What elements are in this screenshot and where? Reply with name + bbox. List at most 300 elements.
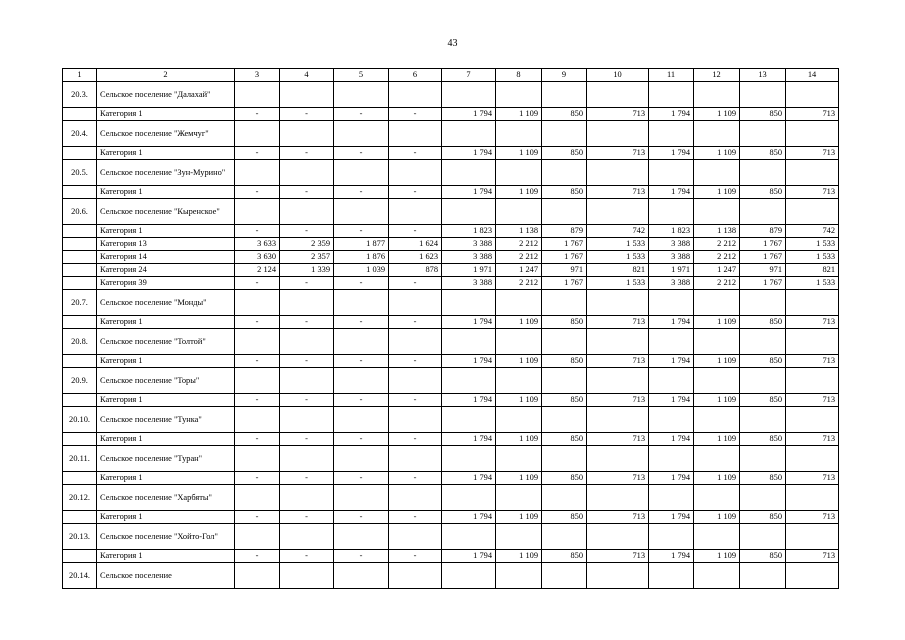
empty-cell xyxy=(542,329,587,355)
column-header: 2 xyxy=(97,69,235,82)
category-row xyxy=(63,550,839,563)
value-cell: 1 623 xyxy=(389,251,442,264)
empty-cell xyxy=(587,563,649,589)
value-cell: 1 109 xyxy=(496,108,542,121)
empty-cell xyxy=(694,329,740,355)
column-header: 12 xyxy=(694,69,740,82)
value-cell: 850 xyxy=(542,511,587,524)
value-cell: 850 xyxy=(542,108,587,121)
value-cell: 850 xyxy=(542,433,587,446)
empty-cell xyxy=(389,563,442,589)
empty-cell xyxy=(389,368,442,394)
value-cell: 1 247 xyxy=(694,264,740,277)
value-cell: 2 124 xyxy=(235,264,280,277)
column-header: 3 xyxy=(235,69,280,82)
section-number: 20.11. xyxy=(63,446,97,472)
category-label: Категория 1 xyxy=(97,316,235,329)
value-cell: 1 533 xyxy=(587,251,649,264)
value-cell: 713 xyxy=(786,186,839,199)
empty-cell xyxy=(587,121,649,147)
value-cell: 821 xyxy=(587,264,649,277)
value-cell: 850 xyxy=(740,472,786,485)
value-cell: - xyxy=(280,355,334,368)
empty-cell xyxy=(649,290,694,316)
value-cell: 1 794 xyxy=(442,511,496,524)
empty-cell xyxy=(389,329,442,355)
value-cell: - xyxy=(235,433,280,446)
empty-cell xyxy=(649,485,694,511)
value-cell: 2 212 xyxy=(496,277,542,290)
empty-cell xyxy=(786,290,839,316)
empty-cell xyxy=(235,82,280,108)
value-cell: 1 971 xyxy=(649,264,694,277)
value-cell: 1 794 xyxy=(649,472,694,485)
empty-cell xyxy=(649,160,694,186)
value-cell: 1 794 xyxy=(649,186,694,199)
number-cell-continued xyxy=(63,550,97,563)
value-cell: 3 388 xyxy=(442,277,496,290)
empty-cell xyxy=(235,121,280,147)
empty-cell xyxy=(542,407,587,433)
value-cell: - xyxy=(235,355,280,368)
value-cell: - xyxy=(334,277,389,290)
empty-cell xyxy=(649,121,694,147)
settlement-row xyxy=(63,524,839,550)
value-cell: 878 xyxy=(389,264,442,277)
empty-cell xyxy=(334,368,389,394)
empty-cell xyxy=(442,290,496,316)
value-cell: 1 971 xyxy=(442,264,496,277)
category-label: Категория 1 xyxy=(97,394,235,407)
section-number: 20.7. xyxy=(63,290,97,316)
value-cell: 1 339 xyxy=(280,264,334,277)
settlement-row xyxy=(63,368,839,394)
settlement-row xyxy=(63,446,839,472)
empty-cell xyxy=(496,368,542,394)
value-cell: 1 794 xyxy=(442,472,496,485)
value-cell: - xyxy=(334,225,389,238)
empty-cell xyxy=(694,199,740,225)
number-cell-continued xyxy=(63,511,97,524)
value-cell: 850 xyxy=(740,108,786,121)
section-number: 20.14. xyxy=(63,563,97,589)
empty-cell xyxy=(334,329,389,355)
empty-cell xyxy=(786,199,839,225)
empty-cell xyxy=(587,82,649,108)
empty-cell xyxy=(280,160,334,186)
empty-cell xyxy=(235,199,280,225)
empty-cell xyxy=(740,563,786,589)
category-row xyxy=(63,264,839,277)
section-number: 20.10. xyxy=(63,407,97,433)
empty-cell xyxy=(235,407,280,433)
value-cell: 971 xyxy=(740,264,786,277)
empty-cell xyxy=(442,329,496,355)
value-cell: - xyxy=(334,511,389,524)
value-cell: 1 109 xyxy=(694,394,740,407)
empty-cell xyxy=(649,407,694,433)
value-cell: 1 794 xyxy=(442,550,496,563)
table-body xyxy=(63,69,839,589)
value-cell: 713 xyxy=(587,394,649,407)
value-cell: 1 109 xyxy=(496,511,542,524)
section-number: 20.13. xyxy=(63,524,97,550)
empty-cell xyxy=(280,446,334,472)
empty-cell xyxy=(496,290,542,316)
value-cell: - xyxy=(280,277,334,290)
empty-cell xyxy=(786,485,839,511)
empty-cell xyxy=(786,368,839,394)
settlement-row xyxy=(63,563,839,589)
empty-cell xyxy=(496,82,542,108)
empty-cell xyxy=(334,485,389,511)
value-cell: - xyxy=(389,147,442,160)
settlement-name: Сельское поселение "Туран" xyxy=(97,446,235,472)
empty-cell xyxy=(389,407,442,433)
value-cell: - xyxy=(334,433,389,446)
value-cell: 850 xyxy=(740,316,786,329)
empty-cell xyxy=(649,82,694,108)
value-cell: - xyxy=(280,433,334,446)
empty-cell xyxy=(542,290,587,316)
category-label: Категория 1 xyxy=(97,511,235,524)
value-cell: 879 xyxy=(740,225,786,238)
value-cell: 1 767 xyxy=(740,251,786,264)
value-cell: 1 823 xyxy=(649,225,694,238)
value-cell: 879 xyxy=(542,225,587,238)
empty-cell xyxy=(740,199,786,225)
value-cell: 1 767 xyxy=(542,251,587,264)
value-cell: 1 533 xyxy=(786,251,839,264)
category-row xyxy=(63,511,839,524)
value-cell: 713 xyxy=(587,511,649,524)
value-cell: 850 xyxy=(542,355,587,368)
value-cell: 713 xyxy=(786,355,839,368)
empty-cell xyxy=(496,160,542,186)
empty-cell xyxy=(235,524,280,550)
value-cell: 1 109 xyxy=(694,316,740,329)
settlement-row xyxy=(63,160,839,186)
empty-cell xyxy=(280,524,334,550)
empty-cell xyxy=(496,485,542,511)
value-cell: 713 xyxy=(587,433,649,446)
category-row xyxy=(63,251,839,264)
value-cell: 850 xyxy=(542,472,587,485)
value-cell: 1 109 xyxy=(694,355,740,368)
empty-cell xyxy=(786,329,839,355)
number-cell-continued xyxy=(63,238,97,251)
value-cell: 1 109 xyxy=(694,472,740,485)
value-cell: - xyxy=(280,394,334,407)
value-cell: 850 xyxy=(542,316,587,329)
category-label: Категория 14 xyxy=(97,251,235,264)
settlement-name: Сельское поселение "Кыренское" xyxy=(97,199,235,225)
empty-cell xyxy=(786,121,839,147)
category-row xyxy=(63,355,839,368)
empty-cell xyxy=(740,290,786,316)
value-cell: - xyxy=(389,433,442,446)
empty-cell xyxy=(740,485,786,511)
number-cell-continued xyxy=(63,264,97,277)
value-cell: 713 xyxy=(587,316,649,329)
category-label: Категория 39 xyxy=(97,277,235,290)
value-cell: - xyxy=(389,394,442,407)
value-cell: - xyxy=(389,186,442,199)
number-cell-continued xyxy=(63,251,97,264)
category-label: Категория 1 xyxy=(97,550,235,563)
value-cell: - xyxy=(280,316,334,329)
value-cell: 1 109 xyxy=(694,147,740,160)
empty-cell xyxy=(280,290,334,316)
column-header: 13 xyxy=(740,69,786,82)
empty-cell xyxy=(694,82,740,108)
empty-cell xyxy=(587,329,649,355)
settlement-name: Сельское поселение "Жемчуг" xyxy=(97,121,235,147)
value-cell: 742 xyxy=(786,225,839,238)
value-cell: - xyxy=(235,394,280,407)
value-cell: 971 xyxy=(542,264,587,277)
empty-cell xyxy=(235,368,280,394)
value-cell: - xyxy=(235,186,280,199)
value-cell: 2 359 xyxy=(280,238,334,251)
value-cell: 2 212 xyxy=(694,238,740,251)
number-cell-continued xyxy=(63,394,97,407)
value-cell: - xyxy=(389,511,442,524)
value-cell: - xyxy=(280,225,334,238)
number-cell-continued xyxy=(63,355,97,368)
empty-cell xyxy=(587,446,649,472)
empty-cell xyxy=(442,160,496,186)
value-cell: 1 794 xyxy=(649,550,694,563)
settlement-name: Сельское поселение "Тунка" xyxy=(97,407,235,433)
category-label: Категория 1 xyxy=(97,225,235,238)
category-row xyxy=(63,238,839,251)
empty-cell xyxy=(542,199,587,225)
empty-cell xyxy=(442,199,496,225)
value-cell: 1 109 xyxy=(496,394,542,407)
empty-cell xyxy=(442,485,496,511)
value-cell: 1 767 xyxy=(542,277,587,290)
empty-cell xyxy=(389,160,442,186)
settlement-name: Сельское поселение "Торы" xyxy=(97,368,235,394)
empty-cell xyxy=(235,290,280,316)
empty-cell xyxy=(694,446,740,472)
empty-cell xyxy=(740,407,786,433)
empty-cell xyxy=(389,446,442,472)
value-cell: 2 212 xyxy=(496,251,542,264)
empty-cell xyxy=(280,199,334,225)
category-row xyxy=(63,147,839,160)
empty-cell xyxy=(587,368,649,394)
value-cell: - xyxy=(280,147,334,160)
column-header: 1 xyxy=(63,69,97,82)
value-cell: - xyxy=(235,550,280,563)
category-row xyxy=(63,186,839,199)
empty-cell xyxy=(334,524,389,550)
settlement-name: Сельское поселение "Монды" xyxy=(97,290,235,316)
value-cell: 713 xyxy=(786,316,839,329)
empty-cell xyxy=(587,290,649,316)
section-number: 20.5. xyxy=(63,160,97,186)
empty-cell xyxy=(389,82,442,108)
empty-cell xyxy=(334,407,389,433)
value-cell: - xyxy=(235,472,280,485)
value-cell: 1 877 xyxy=(334,238,389,251)
value-cell: - xyxy=(334,355,389,368)
value-cell: 713 xyxy=(786,511,839,524)
value-cell: 1 533 xyxy=(786,238,839,251)
value-cell: 713 xyxy=(786,394,839,407)
value-cell: - xyxy=(235,277,280,290)
empty-cell xyxy=(334,290,389,316)
value-cell: 850 xyxy=(740,511,786,524)
value-cell: 713 xyxy=(786,108,839,121)
value-cell: 1 109 xyxy=(496,355,542,368)
empty-cell xyxy=(442,446,496,472)
value-cell: 1 794 xyxy=(649,433,694,446)
value-cell: - xyxy=(389,550,442,563)
value-cell: - xyxy=(280,511,334,524)
settlement-row xyxy=(63,82,839,108)
settlement-row xyxy=(63,329,839,355)
settlement-row xyxy=(63,290,839,316)
empty-cell xyxy=(694,121,740,147)
value-cell: 850 xyxy=(740,394,786,407)
empty-cell xyxy=(496,199,542,225)
value-cell: 1 794 xyxy=(442,355,496,368)
value-cell: 713 xyxy=(786,472,839,485)
empty-cell xyxy=(542,121,587,147)
value-cell: 1 109 xyxy=(694,108,740,121)
value-cell: - xyxy=(334,472,389,485)
category-label: Категория 13 xyxy=(97,238,235,251)
value-cell: 850 xyxy=(740,433,786,446)
value-cell: 1 138 xyxy=(694,225,740,238)
value-cell: 1 767 xyxy=(740,277,786,290)
empty-cell xyxy=(389,290,442,316)
settlement-name: Сельское поселение "Зун-Мурино" xyxy=(97,160,235,186)
value-cell: 3 388 xyxy=(442,238,496,251)
empty-cell xyxy=(280,485,334,511)
empty-cell xyxy=(694,290,740,316)
number-cell-continued xyxy=(63,225,97,238)
category-label: Категория 1 xyxy=(97,186,235,199)
empty-cell xyxy=(649,524,694,550)
category-row xyxy=(63,225,839,238)
empty-cell xyxy=(542,368,587,394)
settlement-row xyxy=(63,485,839,511)
value-cell: 1 767 xyxy=(740,238,786,251)
empty-cell xyxy=(280,563,334,589)
value-cell: - xyxy=(235,316,280,329)
category-label: Категория 1 xyxy=(97,355,235,368)
value-cell: 713 xyxy=(786,550,839,563)
empty-cell xyxy=(740,329,786,355)
number-cell-continued xyxy=(63,316,97,329)
empty-cell xyxy=(740,82,786,108)
value-cell: 1 109 xyxy=(496,147,542,160)
empty-cell xyxy=(442,121,496,147)
value-cell: 1 109 xyxy=(694,433,740,446)
value-cell: 3 633 xyxy=(235,238,280,251)
empty-cell xyxy=(442,524,496,550)
value-cell: 1 794 xyxy=(442,186,496,199)
value-cell: 2 212 xyxy=(496,238,542,251)
empty-cell xyxy=(334,82,389,108)
empty-cell xyxy=(542,563,587,589)
value-cell: 2 357 xyxy=(280,251,334,264)
empty-cell xyxy=(542,82,587,108)
empty-cell xyxy=(694,368,740,394)
value-cell: 850 xyxy=(740,186,786,199)
empty-cell xyxy=(496,407,542,433)
value-cell: 850 xyxy=(740,147,786,160)
value-cell: 713 xyxy=(786,433,839,446)
value-cell: 850 xyxy=(542,394,587,407)
empty-cell xyxy=(442,563,496,589)
empty-cell xyxy=(740,121,786,147)
settlement-name: Сельское поселение "Хойто-Гол" xyxy=(97,524,235,550)
value-cell: 3 388 xyxy=(649,277,694,290)
section-number: 20.9. xyxy=(63,368,97,394)
value-cell: - xyxy=(334,186,389,199)
value-cell: 1 138 xyxy=(496,225,542,238)
settlement-row xyxy=(63,121,839,147)
empty-cell xyxy=(389,199,442,225)
number-cell-continued xyxy=(63,186,97,199)
category-row xyxy=(63,108,839,121)
value-cell: 1 794 xyxy=(442,316,496,329)
empty-cell xyxy=(334,160,389,186)
value-cell: 713 xyxy=(587,472,649,485)
value-cell: 1 109 xyxy=(496,316,542,329)
empty-cell xyxy=(496,329,542,355)
column-header: 7 xyxy=(442,69,496,82)
empty-cell xyxy=(334,121,389,147)
value-cell: 713 xyxy=(587,108,649,121)
settlement-name: Сельское поселение "Далахай" xyxy=(97,82,235,108)
value-cell: 713 xyxy=(587,147,649,160)
column-header: 6 xyxy=(389,69,442,82)
empty-cell xyxy=(235,329,280,355)
empty-cell xyxy=(694,563,740,589)
value-cell: 1 794 xyxy=(442,147,496,160)
number-cell-continued xyxy=(63,108,97,121)
category-row xyxy=(63,472,839,485)
empty-cell xyxy=(235,160,280,186)
value-cell: 1 109 xyxy=(694,511,740,524)
value-cell: 1 876 xyxy=(334,251,389,264)
value-cell: - xyxy=(280,472,334,485)
page-number: 43 xyxy=(447,38,458,49)
section-number: 20.8. xyxy=(63,329,97,355)
value-cell: 821 xyxy=(786,264,839,277)
value-cell: 1 767 xyxy=(542,238,587,251)
empty-cell xyxy=(280,121,334,147)
empty-cell xyxy=(649,329,694,355)
column-header: 4 xyxy=(280,69,334,82)
empty-cell xyxy=(786,563,839,589)
empty-cell xyxy=(496,563,542,589)
value-cell: 1 533 xyxy=(786,277,839,290)
column-header: 9 xyxy=(542,69,587,82)
header-row xyxy=(63,69,839,82)
value-cell: 713 xyxy=(786,147,839,160)
empty-cell xyxy=(334,199,389,225)
value-cell: 1 794 xyxy=(649,355,694,368)
value-cell: - xyxy=(235,147,280,160)
value-cell: 1 624 xyxy=(389,238,442,251)
